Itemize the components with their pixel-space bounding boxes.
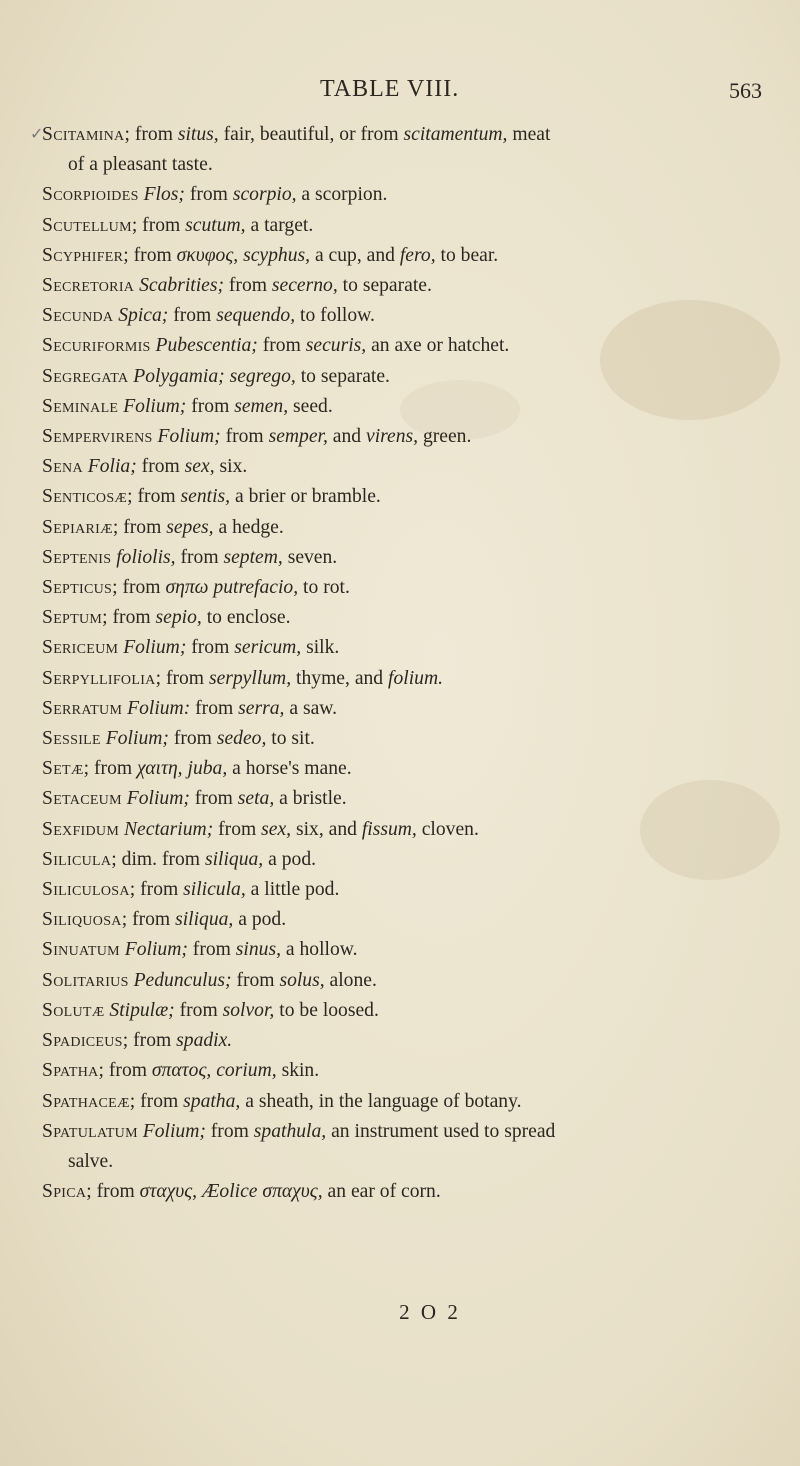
entry-text: ; from σηπω putrefacio, to rot. — [112, 577, 350, 599]
entry-term: Seminale — [42, 395, 119, 417]
glossary-entry — [42, 694, 782, 724]
entry-text: ; from sentis, a brier or bramble. — [127, 486, 381, 508]
glossary-entry — [42, 271, 782, 301]
entry-text: Flos; from scorpio, a scorpion. — [143, 184, 388, 206]
glossary-entry — [42, 996, 782, 1026]
entry-text: ; from sepio, to enclose. — [102, 607, 291, 629]
entry-term: Scutellum — [42, 214, 132, 236]
entry-term: Spadiceus — [42, 1030, 123, 1052]
entry-term: Sexfidum — [42, 818, 120, 840]
entry-text: Scabrities; from secerno, to separate. — [139, 275, 432, 297]
glossary-entry — [42, 815, 782, 845]
entry-term: Silicula — [42, 848, 112, 870]
glossary-entry — [42, 633, 782, 663]
entry-term: Sepiariæ — [42, 516, 113, 538]
glossary-entry — [42, 1056, 782, 1086]
entry-text: ; from silicula, a little pod. — [129, 879, 340, 901]
entry-term: Secretoria — [42, 275, 135, 297]
glossary-entry — [42, 905, 782, 935]
entry-text: foliolis, from septem, seven. — [116, 546, 338, 568]
entry-text: ; from sepes, a hedge. — [112, 516, 284, 538]
entry-text: Folium; from semper, and virens, green. — [157, 426, 472, 448]
glossary-entry — [42, 392, 782, 422]
check-mark-icon: ✓ — [30, 126, 44, 143]
entry-term: Siliculosa — [42, 879, 130, 901]
entry-continuation: of a pleasant taste. — [68, 154, 213, 176]
glossary-entry — [42, 935, 782, 965]
entry-term: Septenis — [42, 546, 112, 568]
glossary-entry — [42, 1177, 782, 1207]
entry-text: Folium: from serra, a saw. — [127, 697, 338, 719]
glossary-entry — [42, 180, 782, 210]
glossary-entry — [42, 241, 782, 271]
glossary-entry — [42, 331, 782, 361]
entry-term: Setaceum — [42, 788, 122, 810]
entry-text: ; from σπατος, corium, skin. — [98, 1060, 320, 1082]
glossary-entry — [42, 754, 782, 784]
entry-term: Sessile — [42, 728, 101, 750]
entry-text: ; from χαιτη, juba, a horse's mane. — [83, 758, 352, 780]
entry-text: ; dim. from siliqua, a pod. — [111, 848, 317, 870]
entry-term: Scitamina — [42, 124, 125, 145]
entry-text: Folium; from spathula, an instrument used to spread — [142, 1120, 556, 1142]
entry-text: ; from situs, fair, beautiful, or from scitamentum, meat — [124, 124, 551, 145]
entry-text: Spica; from sequendo, to follow. — [118, 305, 375, 327]
entry-term: Scorpioides — [42, 184, 139, 206]
glossary-entry — [42, 875, 782, 905]
entry-term: Sericeum — [42, 637, 119, 659]
entry-text: Folium; from sericum, silk. — [123, 637, 340, 659]
glossary-entry — [42, 573, 782, 603]
entry-term: Securiformis — [42, 335, 151, 357]
entry-term: Serratum — [42, 697, 123, 719]
glossary-entry — [30, 120, 782, 180]
entry-text: ; from σταχυς, Æolice σπαχυς, an ear of corn. — [86, 1181, 441, 1203]
glossary-entry — [42, 1026, 782, 1056]
signature-mark: 2 O 2 — [399, 1300, 461, 1324]
entry-text: Nectarium; from sex, six, and fissum, cloven. — [123, 818, 479, 840]
glossary-entry — [42, 845, 782, 875]
entry-text: ; from serpyllum, thyme, and folium. — [155, 667, 443, 689]
entry-text: ; from spadix. — [122, 1030, 233, 1052]
entry-term: Spica — [42, 1181, 87, 1203]
entry-term: Spatha — [42, 1060, 99, 1082]
entry-text: ; from scutum, a target. — [131, 214, 314, 236]
glossary-entry — [42, 543, 782, 573]
glossary-entry — [42, 603, 782, 633]
page-header — [0, 76, 800, 110]
glossary-entry — [42, 482, 782, 512]
entry-text: Folium; from sinus, a hollow. — [124, 939, 358, 961]
entry-text: Pubescentia; from securis, an axe or hatchet. — [155, 335, 510, 357]
entry-term: Segregata — [42, 365, 129, 387]
entry-text: Folium; from semen, seed. — [123, 395, 333, 417]
glossary-entry — [42, 422, 782, 452]
entry-term: Siliquosa — [42, 909, 122, 931]
glossary-entry — [42, 1117, 782, 1177]
entry-text: ; from σκυφος, scyphus, a cup, and fero, to bear. — [123, 244, 499, 266]
entry-term: Setæ — [42, 758, 84, 780]
entry-text: Stipulæ; from solvor, to be loosed. — [109, 999, 379, 1021]
entry-term: Serpyllifolia — [42, 667, 156, 689]
page-number: 563 — [729, 78, 762, 103]
glossary-entry — [42, 513, 782, 543]
entry-continuation: salve. — [68, 1150, 114, 1172]
glossary-entry — [42, 664, 782, 694]
entry-text: Folium; from seta, a bristle. — [126, 788, 347, 810]
glossary-entry — [42, 966, 782, 996]
entry-term: Solitarius — [42, 969, 129, 991]
entry-term: Septicus — [42, 577, 113, 599]
entry-text: Polygamia; segrego, to separate. — [133, 365, 390, 387]
glossary-entry — [42, 362, 782, 392]
entry-term: Sempervirens — [42, 426, 153, 448]
glossary-entry — [42, 452, 782, 482]
entry-term: Spathaceæ — [42, 1090, 130, 1112]
entry-text: Folium; from sedeo, to sit. — [105, 728, 315, 750]
glossary-entry — [42, 724, 782, 754]
entry-term: Sinuatum — [42, 939, 120, 961]
entry-term: Scyphifer — [42, 244, 124, 266]
entry-term: Solutæ — [42, 999, 105, 1021]
entry-text: Folia; from sex, six. — [87, 456, 248, 478]
entry-term: Senticosæ — [42, 486, 128, 508]
running-title: TABLE VIII. — [320, 76, 460, 102]
entry-term: Spatulatum — [42, 1120, 138, 1142]
glossary-entry — [42, 784, 782, 814]
entry-text: Pedunculus; from solus, alone. — [133, 969, 377, 991]
entry-text: ; from siliqua, a pod. — [121, 909, 287, 931]
glossary-entry — [42, 1087, 782, 1117]
entry-term: Sena — [42, 456, 83, 478]
glossary-entry — [42, 301, 782, 331]
glossary-list — [30, 120, 782, 1207]
entry-text: ; from spatha, a sheath, in the language of botany. — [129, 1090, 522, 1112]
entry-term: Secunda — [42, 305, 114, 327]
glossary-entry — [42, 211, 782, 241]
entry-term: Septum — [42, 607, 103, 629]
